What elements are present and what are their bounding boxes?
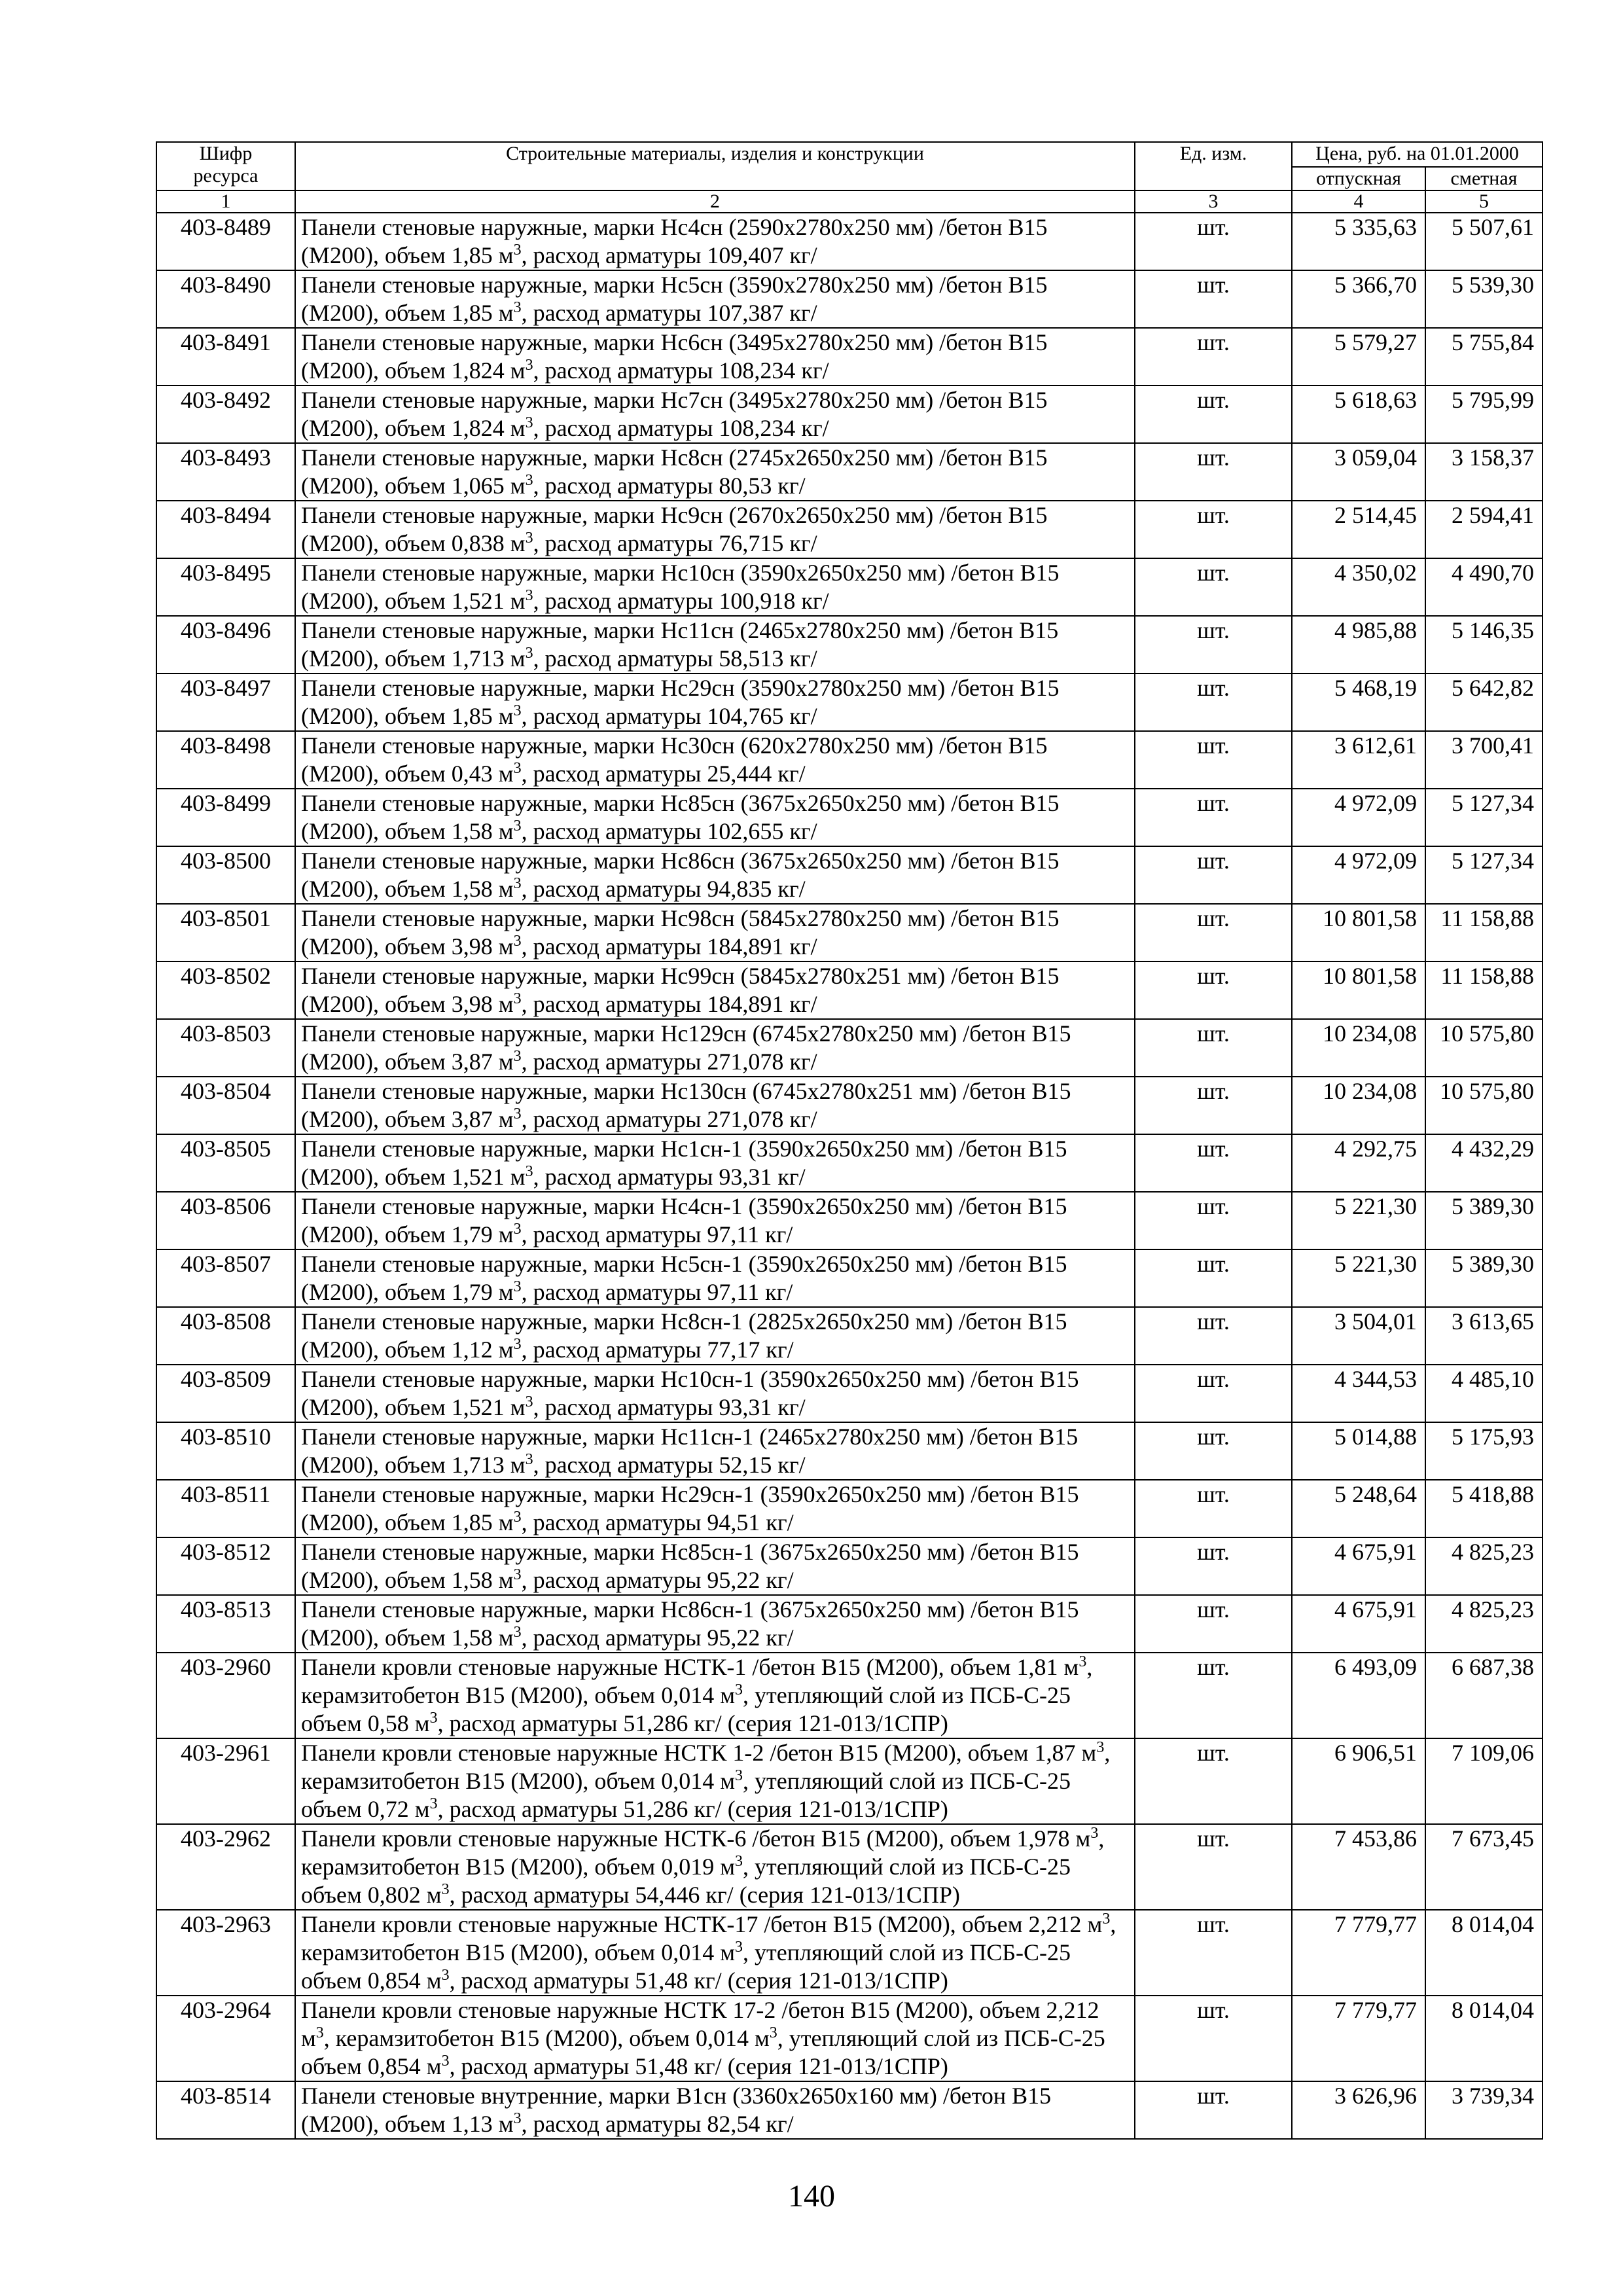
- resource-code: 403-2962: [156, 1824, 295, 1910]
- resource-code: 403-8500: [156, 846, 295, 904]
- unit-cell: шт.: [1135, 2081, 1292, 2139]
- release-price-cell: 7 779,77: [1292, 1910, 1425, 1996]
- resource-name: Панели стеновые наружные, марки Нс11сн-1 (2465х2780х250 мм) /бетон В15 (М200), объем 1,713 $м^3$, расход арматуры 52,15 кг/: [295, 1422, 1135, 1480]
- estimate-price-cell: 11 158,88: [1425, 904, 1543, 961]
- estimate-price-cell: 4 825,23: [1425, 1595, 1543, 1653]
- resource-name: Панели стеновые наружные, марки Нс9сн (2670х2650х250 мм) /бетон В15 (М200), объем 0,838 $м^3$, расход арматуры 76,715 кг/: [295, 501, 1135, 558]
- table-row: [156, 1996, 1543, 2081]
- table-row: [156, 386, 1543, 443]
- resource-name: Панели стеновые наружные, марки Нс11сн (2465х2780х250 мм) /бетон В15 (М200), объем 1,713 $м^3$, расход арматуры 58,513 кг/: [295, 616, 1135, 673]
- resource-name: Панели стеновые наружные, марки Нс29сн-1 (3590х2650х250 мм) /бетон В15 (М200), объем 1,85 $м^3$, расход арматуры 94,51 кг/: [295, 1480, 1135, 1537]
- resource-name: Панели кровли стеновые наружные НСТК-1 /бетон В15 (М200), объем 1,81 $м^3$, керамзитобетон В15 (М200), объем 0,014 $м^3$, утепляющий слой из ПСБ-С-25 объем 0,58 $м^3$, расход арматуры 51,286 кг/ (серия 121-013/1СПР): [295, 1653, 1135, 1738]
- resource-code: 403-8506: [156, 1192, 295, 1249]
- estimate-price-cell: 5 146,35: [1425, 616, 1543, 673]
- estimate-price-cell: 3 613,65: [1425, 1307, 1543, 1365]
- resource-code: 403-8496: [156, 616, 295, 673]
- resource-code: 403-8514: [156, 2081, 295, 2139]
- release-price-cell: 6 493,09: [1292, 1653, 1425, 1738]
- unit-cell: шт.: [1135, 1595, 1292, 1653]
- table-row: [156, 731, 1543, 789]
- header-name: Строительные материалы, изделия и конструкции: [295, 142, 1135, 190]
- release-price-cell: 5 248,64: [1292, 1480, 1425, 1537]
- release-price-cell: 4 972,09: [1292, 846, 1425, 904]
- release-price-cell: 5 014,88: [1292, 1422, 1425, 1480]
- resource-code: 403-2961: [156, 1738, 295, 1824]
- table-row: [156, 904, 1543, 961]
- resource-code: 403-8497: [156, 673, 295, 731]
- table-row: [156, 616, 1543, 673]
- table-row: [156, 1134, 1543, 1192]
- resource-name: Панели стеновые наружные, марки Нс10сн (3590х2650х250 мм) /бетон В15 (М200), объем 1,521 $м^3$, расход арматуры 100,918 кг/: [295, 558, 1135, 616]
- release-price-cell: 7 779,77: [1292, 1996, 1425, 2081]
- resource-code: 403-8505: [156, 1134, 295, 1192]
- resource-code: 403-8510: [156, 1422, 295, 1480]
- table-row: [156, 1480, 1543, 1537]
- estimate-price-cell: 11 158,88: [1425, 961, 1543, 1019]
- unit-cell: шт.: [1135, 1996, 1292, 2081]
- estimate-price-cell: 7 109,06: [1425, 1738, 1543, 1824]
- table-row: [156, 328, 1543, 386]
- resource-name: Панели стеновые наружные, марки Нс129сн (6745х2780х250 мм) /бетон В15 (М200), объем 3,87 $м^3$, расход арматуры 271,078 кг/: [295, 1019, 1135, 1077]
- release-price-cell: 10 234,08: [1292, 1077, 1425, 1134]
- resource-code: 403-8495: [156, 558, 295, 616]
- unit-cell: шт.: [1135, 386, 1292, 443]
- release-price-cell: 5 366,70: [1292, 270, 1425, 328]
- resource-name: Панели стеновые наружные, марки Нс10сн-1 (3590х2650х250 мм) /бетон В15 (М200), объем 1,521 $м^3$, расход арматуры 93,31 кг/: [295, 1365, 1135, 1422]
- release-price-cell: 5 335,63: [1292, 213, 1425, 270]
- estimate-price-cell: 4 490,70: [1425, 558, 1543, 616]
- resource-code: 403-8489: [156, 213, 295, 270]
- release-price-cell: 4 344,53: [1292, 1365, 1425, 1422]
- resource-name: Панели стеновые наружные, марки Нс4сн-1 (3590х2650х250 мм) /бетон В15 (М200), объем 1,79 $м^3$, расход арматуры 97,11 кг/: [295, 1192, 1135, 1249]
- resource-code: 403-8503: [156, 1019, 295, 1077]
- unit-cell: шт.: [1135, 1249, 1292, 1307]
- table-row: [156, 1653, 1543, 1738]
- estimate-price-cell: 5 418,88: [1425, 1480, 1543, 1537]
- column-number: 5: [1425, 190, 1543, 213]
- unit-cell: шт.: [1135, 616, 1292, 673]
- header-unit: Ед. изм.: [1135, 142, 1292, 190]
- estimate-price-cell: 5 127,34: [1425, 789, 1543, 846]
- resource-code: 403-8507: [156, 1249, 295, 1307]
- resource-code: 403-8501: [156, 904, 295, 961]
- table-row: [156, 1077, 1543, 1134]
- price-table: [156, 141, 1543, 2140]
- unit-cell: шт.: [1135, 961, 1292, 1019]
- resource-name: Панели стеновые наружные, марки Нс1сн-1 (3590х2650х250 мм) /бетон В15 (М200), объем 1,521 $м^3$, расход арматуры 93,31 кг/: [295, 1134, 1135, 1192]
- resource-name: Панели стеновые наружные, марки Нс130сн (6745х2780х251 мм) /бетон В15 (М200), объем 3,87 $м^3$, расход арматуры 271,078 кг/: [295, 1077, 1135, 1134]
- estimate-price-cell: 5 642,82: [1425, 673, 1543, 731]
- estimate-price-cell: 3 158,37: [1425, 443, 1543, 501]
- unit-cell: шт.: [1135, 904, 1292, 961]
- release-price-cell: 3 504,01: [1292, 1307, 1425, 1365]
- unit-cell: шт.: [1135, 1192, 1292, 1249]
- release-price-cell: 2 514,45: [1292, 501, 1425, 558]
- resource-code: 403-8512: [156, 1537, 295, 1595]
- estimate-price-cell: 2 594,41: [1425, 501, 1543, 558]
- resource-name: Панели стеновые наружные, марки Нс99сн (5845х2780х251 мм) /бетон В15 (М200), объем 3,98 $м^3$, расход арматуры 184,891 кг/: [295, 961, 1135, 1019]
- estimate-price-cell: 10 575,80: [1425, 1019, 1543, 1077]
- release-price-cell: 3 626,96: [1292, 2081, 1425, 2139]
- header-release-price: отпускная: [1292, 167, 1425, 190]
- unit-cell: шт.: [1135, 1738, 1292, 1824]
- estimate-price-cell: 5 755,84: [1425, 328, 1543, 386]
- header-price: Цена, руб. на 01.01.2000: [1292, 142, 1543, 167]
- resource-code: 403-8499: [156, 789, 295, 846]
- unit-cell: шт.: [1135, 213, 1292, 270]
- estimate-price-cell: 3 700,41: [1425, 731, 1543, 789]
- resource-name: Панели стеновые наружные, марки Нс6сн (3495х2780х250 мм) /бетон В15 (М200), объем 1,824 $м^3$, расход арматуры 108,234 кг/: [295, 328, 1135, 386]
- table-row: [156, 443, 1543, 501]
- resource-code: 403-2963: [156, 1910, 295, 1996]
- unit-cell: шт.: [1135, 1019, 1292, 1077]
- unit-cell: шт.: [1135, 1824, 1292, 1910]
- resource-name: Панели стеновые наружные, марки Нс4сн (2590х2780х250 мм) /бетон В15 (М200), объем 1,85 $м^3$, расход арматуры 109,407 кг/: [295, 213, 1135, 270]
- estimate-price-cell: 5 175,93: [1425, 1422, 1543, 1480]
- resource-code: 403-8492: [156, 386, 295, 443]
- table-row: [156, 1738, 1543, 1824]
- table-row: [156, 846, 1543, 904]
- unit-cell: шт.: [1135, 501, 1292, 558]
- resource-code: 403-8509: [156, 1365, 295, 1422]
- estimate-price-cell: 8 014,04: [1425, 1910, 1543, 1996]
- unit-cell: шт.: [1135, 789, 1292, 846]
- table-row: [156, 789, 1543, 846]
- resource-name: Панели стеновые внутренние, марки В1сн (3360х2650х160 мм) /бетон В15 (М200), объем 1,13 $м^3$, расход арматуры 82,54 кг/: [295, 2081, 1135, 2139]
- table-row: [156, 1307, 1543, 1365]
- release-price-cell: 5 618,63: [1292, 386, 1425, 443]
- table-row: [156, 1422, 1543, 1480]
- resource-code: 403-8490: [156, 270, 295, 328]
- table-row: [156, 2081, 1543, 2139]
- estimate-price-cell: 10 575,80: [1425, 1077, 1543, 1134]
- release-price-cell: 10 801,58: [1292, 904, 1425, 961]
- table-row: [156, 1910, 1543, 1996]
- estimate-price-cell: 5 127,34: [1425, 846, 1543, 904]
- resource-code: 403-8491: [156, 328, 295, 386]
- table-row: [156, 501, 1543, 558]
- resource-code: 403-8508: [156, 1307, 295, 1365]
- table-row: [156, 213, 1543, 270]
- table-row: [156, 1192, 1543, 1249]
- unit-cell: шт.: [1135, 673, 1292, 731]
- resource-code: 403-8504: [156, 1077, 295, 1134]
- release-price-cell: 4 985,88: [1292, 616, 1425, 673]
- header-row-top: [156, 142, 1543, 167]
- table-row: [156, 1019, 1543, 1077]
- unit-cell: шт.: [1135, 1422, 1292, 1480]
- unit-cell: шт.: [1135, 1653, 1292, 1738]
- estimate-price-cell: 5 539,30: [1425, 270, 1543, 328]
- resource-name: Панели стеновые наружные, марки Нс5сн (3590х2780х250 мм) /бетон В15 (М200), объем 1,85 $м^3$, расход арматуры 107,387 кг/: [295, 270, 1135, 328]
- resource-code: 403-8498: [156, 731, 295, 789]
- estimate-price-cell: 7 673,45: [1425, 1824, 1543, 1910]
- release-price-cell: 7 453,86: [1292, 1824, 1425, 1910]
- table-row: [156, 558, 1543, 616]
- column-number: 2: [295, 190, 1135, 213]
- table-row: [156, 1365, 1543, 1422]
- header-estimate-price: сметная: [1425, 167, 1543, 190]
- release-price-cell: 3 612,61: [1292, 731, 1425, 789]
- unit-cell: шт.: [1135, 443, 1292, 501]
- resource-name: Панели стеновые наружные, марки Нс30сн (620х2780х250 мм) /бетон В15 (М200), объем 0,43 $м^3$, расход арматуры 25,444 кг/: [295, 731, 1135, 789]
- resource-name: Панели стеновые наружные, марки Нс8сн (2745х2650х250 мм) /бетон В15 (М200), объем 1,065 $м^3$, расход арматуры 80,53 кг/: [295, 443, 1135, 501]
- release-price-cell: 4 350,02: [1292, 558, 1425, 616]
- table-row: [156, 673, 1543, 731]
- column-number-row: [156, 190, 1543, 213]
- resource-name: Панели стеновые наружные, марки Нс86сн-1 (3675х2650х250 мм) /бетон В15 (М200), объем 1,58 $м^3$, расход арматуры 95,22 кг/: [295, 1595, 1135, 1653]
- unit-cell: шт.: [1135, 558, 1292, 616]
- resource-name: Панели кровли стеновые наружные НСТК 17-2 /бетон В15 (М200), объем 2,212 $м^3$, керамзитобетон В15 (М200), объем 0,014 $м^3$, утепляющий слой из ПСБ-С-25 объем 0,854 $м^3$, расход арматуры 51,48 кг/ (серия 121-013/1СПР): [295, 1996, 1135, 2081]
- release-price-cell: 3 059,04: [1292, 443, 1425, 501]
- resource-name: Панели кровли стеновые наружные НСТК 1-2 /бетон В15 (М200), объем 1,87 $м^3$, керамзитобетон В15 (М200), объем 0,014 $м^3$, утепляющий слой из ПСБ-С-25 объем 0,72 $м^3$, расход арматуры 51,286 кг/ (серия 121-013/1СПР): [295, 1738, 1135, 1824]
- unit-cell: шт.: [1135, 846, 1292, 904]
- estimate-price-cell: 3 739,34: [1425, 2081, 1543, 2139]
- release-price-cell: 5 468,19: [1292, 673, 1425, 731]
- resource-code: 403-8494: [156, 501, 295, 558]
- column-number: 3: [1135, 190, 1292, 213]
- release-price-cell: 5 221,30: [1292, 1192, 1425, 1249]
- release-price-cell: 10 801,58: [1292, 961, 1425, 1019]
- unit-cell: шт.: [1135, 1910, 1292, 1996]
- unit-cell: шт.: [1135, 328, 1292, 386]
- table-row: [156, 270, 1543, 328]
- resource-name: Панели кровли стеновые наружные НСТК-6 /бетон В15 (М200), объем 1,978 $м^3$, керамзитобетон В15 (М200), объем 0,019 $м^3$, утепляющий слой из ПСБ-С-25 объем 0,802 $м^3$, расход арматуры 54,446 кг/ (серия 121-013/1СПР): [295, 1824, 1135, 1910]
- release-price-cell: 4 972,09: [1292, 789, 1425, 846]
- release-price-cell: 5 579,27: [1292, 328, 1425, 386]
- release-price-cell: 5 221,30: [1292, 1249, 1425, 1307]
- unit-cell: шт.: [1135, 1077, 1292, 1134]
- resource-name: Панели стеновые наружные, марки Нс85сн-1 (3675х2650х250 мм) /бетон В15 (М200), объем 1,58 $м^3$, расход арматуры 95,22 кг/: [295, 1537, 1135, 1595]
- table-row: [156, 1595, 1543, 1653]
- table-row: [156, 1537, 1543, 1595]
- estimate-price-cell: 8 014,04: [1425, 1996, 1543, 2081]
- column-number: 4: [1292, 190, 1425, 213]
- resource-code: 403-2960: [156, 1653, 295, 1738]
- resource-code: 403-8511: [156, 1480, 295, 1537]
- estimate-price-cell: 4 485,10: [1425, 1365, 1543, 1422]
- page-number: 140: [788, 2179, 835, 2214]
- resource-name: Панели стеновые наружные, марки Нс5сн-1 (3590х2650х250 мм) /бетон В15 (М200), объем 1,79 $м^3$, расход арматуры 97,11 кг/: [295, 1249, 1135, 1307]
- resource-code: 403-2964: [156, 1996, 295, 2081]
- resource-name: Панели стеновые наружные, марки Нс85сн (3675х2650х250 мм) /бетон В15 (М200), объем 1,58 $м^3$, расход арматуры 102,655 кг/: [295, 789, 1135, 846]
- resource-code: 403-8513: [156, 1595, 295, 1653]
- resource-name: Панели кровли стеновые наружные НСТК-17 /бетон В15 (М200), объем 2,212 $м^3$, керамзитобетон В15 (М200), объем 0,014 $м^3$, утепляющий слой из ПСБ-С-25 объем 0,854 $м^3$, расход арматуры 51,48 кг/ (серия 121-013/1СПР): [295, 1910, 1135, 1996]
- unit-cell: шт.: [1135, 1480, 1292, 1537]
- resource-name: Панели стеновые наружные, марки Нс7сн (3495х2780х250 мм) /бетон В15 (М200), объем 1,824 $м^3$, расход арматуры 108,234 кг/: [295, 386, 1135, 443]
- table-row: [156, 1249, 1543, 1307]
- table-row: [156, 1824, 1543, 1910]
- release-price-cell: 4 675,91: [1292, 1595, 1425, 1653]
- unit-cell: шт.: [1135, 1134, 1292, 1192]
- unit-cell: шт.: [1135, 1365, 1292, 1422]
- resource-name: Панели стеновые наружные, марки Нс98сн (5845х2780х250 мм) /бетон В15 (М200), объем 3,98 $м^3$, расход арматуры 184,891 кг/: [295, 904, 1135, 961]
- estimate-price-cell: 4 432,29: [1425, 1134, 1543, 1192]
- release-price-cell: 4 675,91: [1292, 1537, 1425, 1595]
- estimate-price-cell: 6 687,38: [1425, 1653, 1543, 1738]
- unit-cell: шт.: [1135, 731, 1292, 789]
- release-price-cell: 4 292,75: [1292, 1134, 1425, 1192]
- estimate-price-cell: 5 389,30: [1425, 1192, 1543, 1249]
- header-code: Шифр ресурса: [156, 142, 295, 190]
- release-price-cell: 10 234,08: [1292, 1019, 1425, 1077]
- estimate-price-cell: 4 825,23: [1425, 1537, 1543, 1595]
- estimate-price-cell: 5 795,99: [1425, 386, 1543, 443]
- resource-code: 403-8502: [156, 961, 295, 1019]
- resource-name: Панели стеновые наружные, марки Нс8сн-1 (2825х2650х250 мм) /бетон В15 (М200), объем 1,12 $м^3$, расход арматуры 77,17 кг/: [295, 1307, 1135, 1365]
- resource-name: Панели стеновые наружные, марки Нс29сн (3590х2780х250 мм) /бетон В15 (М200), объем 1,85 $м^3$, расход арматуры 104,765 кг/: [295, 673, 1135, 731]
- table-row: [156, 961, 1543, 1019]
- column-number: 1: [156, 190, 295, 213]
- unit-cell: шт.: [1135, 270, 1292, 328]
- estimate-price-cell: 5 507,61: [1425, 213, 1543, 270]
- release-price-cell: 6 906,51: [1292, 1738, 1425, 1824]
- unit-cell: шт.: [1135, 1537, 1292, 1595]
- resource-code: 403-8493: [156, 443, 295, 501]
- estimate-price-cell: 5 389,30: [1425, 1249, 1543, 1307]
- unit-cell: шт.: [1135, 1307, 1292, 1365]
- resource-name: Панели стеновые наружные, марки Нс86сн (3675х2650х250 мм) /бетон В15 (М200), объем 1,58 $м^3$, расход арматуры 94,835 кг/: [295, 846, 1135, 904]
